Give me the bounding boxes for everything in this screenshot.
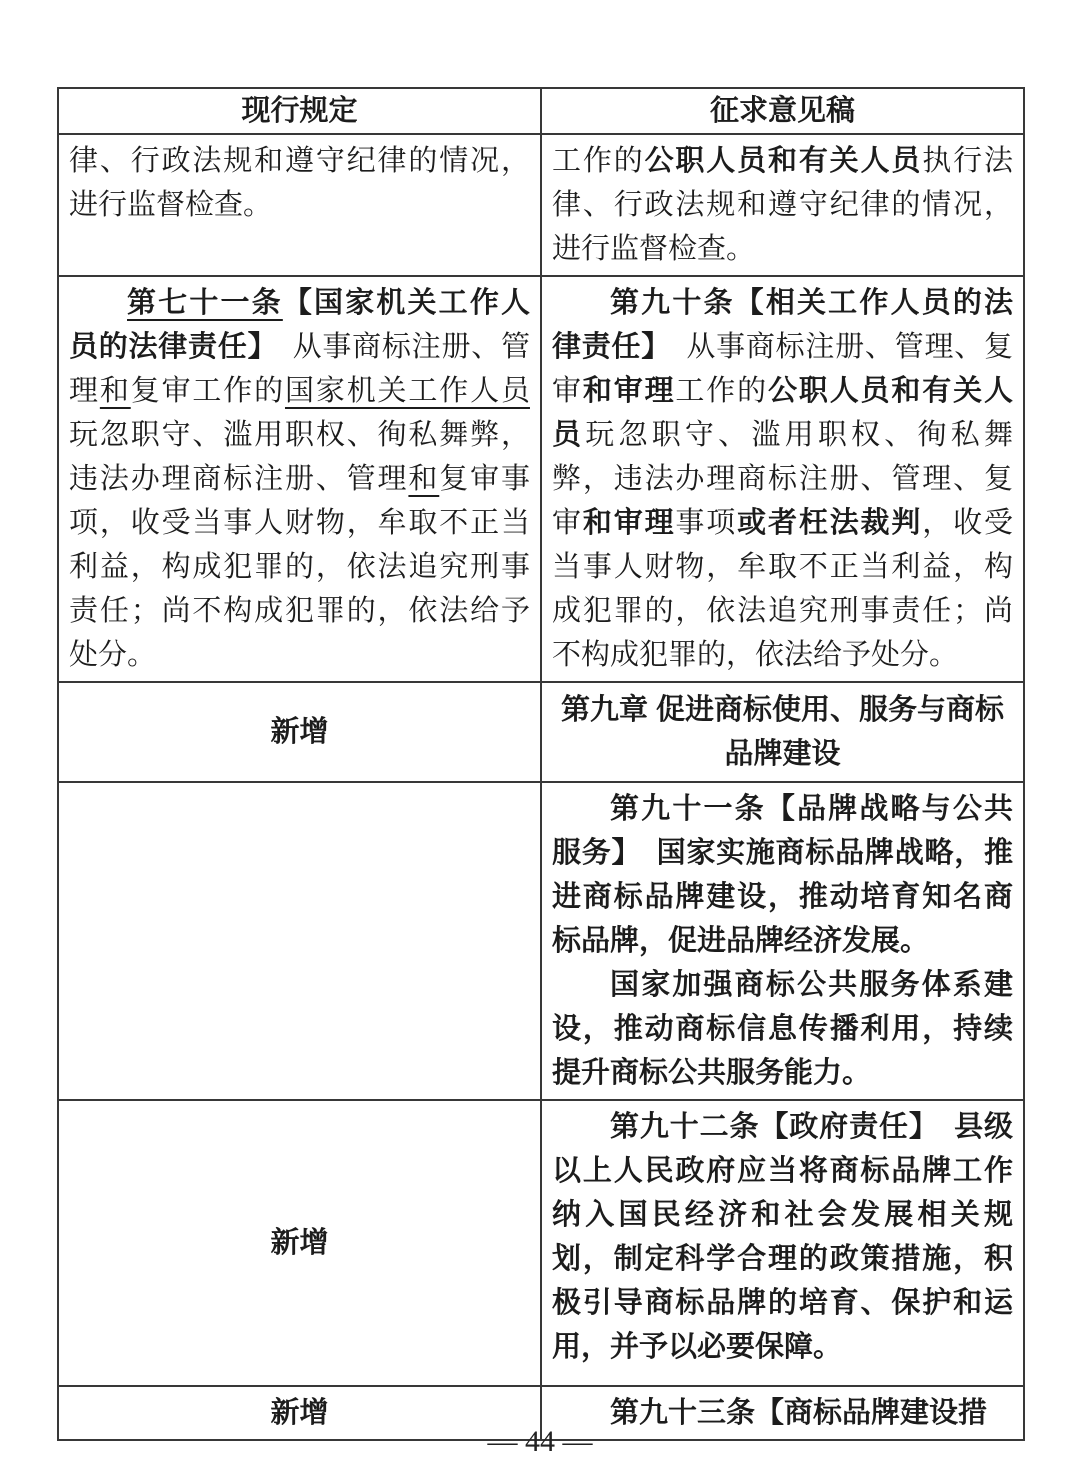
table-row-article-92: [58, 1100, 1024, 1386]
table-header-row: [58, 88, 1024, 134]
bold-inserted-text: 或者枉法裁判: [737, 507, 923, 539]
new-addition-label: 新增: [270, 1227, 329, 1259]
cell-empty-left: [58, 782, 541, 1100]
underlined-text: 和: [408, 463, 440, 495]
paragraph-bold: 国家加强商标公共服务体系建设，推动商标信息传播利用，持续提升商标公共服务能力。: [552, 969, 1013, 1089]
paragraph: [552, 139, 1013, 271]
cell-draft-article-91: [541, 782, 1024, 1100]
header-current-regulations: 现行规定: [58, 88, 541, 134]
paragraph-bold: 第九十一条【品牌战略与公共服务】 国家实施商标品牌战略，推进商标品牌建设，推动培育知名商标品牌，促进品牌经济发展。: [552, 793, 1013, 957]
cell-current-article-71: [58, 276, 541, 682]
text-run: 从事商标注册、管理: [69, 331, 530, 407]
paragraph-bold: 第九十二条【政府责任】 县级以上人民政府应当将商标品牌工作纳入国民经济和社会发展相关规划，制定科学合理的政策措施，积极引导商标品牌的培育、保护和运用，并予以必要保障。: [552, 1111, 1013, 1363]
text-run: 玩忽职守、滥用职权、徇私舞弊，违法办理商标注册、管理: [69, 419, 530, 495]
text-run: 从事商标注册、管理、复审: [552, 331, 1013, 407]
underlined-text: 国家机关工作人员: [284, 375, 530, 407]
paragraph: [69, 281, 530, 677]
table-row-article-91: [58, 782, 1024, 1100]
cell-draft-article-92: [541, 1100, 1024, 1386]
table-row-continuation: [58, 134, 1024, 276]
cell-draft-continuation-text: [541, 134, 1024, 276]
new-addition-label: 新增: [270, 716, 329, 748]
regulation-comparison-table: [57, 87, 1025, 1441]
article-heading-bold: 第九十条【相关工作人员的法律责任】: [552, 287, 1013, 363]
text-run: 玩忽职守、滥用职权、徇私舞弊，违法办理商标注册、管理、复审: [552, 419, 1013, 539]
text-run: 律、行政法规和遵守纪律的情况，进行监督检查。: [69, 145, 530, 221]
cell-chapter-9-heading: [541, 682, 1024, 782]
bold-inserted-text: 公职人员和有关人员: [644, 145, 923, 177]
bold-inserted-text: 和审理: [582, 507, 676, 539]
cell-new-addition-label: [58, 1100, 541, 1386]
text-run: 工作的: [675, 375, 768, 407]
text-run: 工作的: [552, 145, 645, 177]
text-run: 事项: [675, 507, 738, 539]
bold-inserted-text: 和审理: [582, 375, 676, 407]
article-title-bold: 【国家机关工作人员的法律责任】: [69, 287, 530, 363]
text-run: 执行法律、行政法规和遵守纪律的情况，进行监督检查。: [552, 145, 1013, 265]
text-run: 复审工作的: [130, 375, 285, 407]
chapter-heading: 第九章 促进商标使用、服务与商标品牌建设: [560, 694, 1005, 770]
table-row-chapter-9: [58, 682, 1024, 782]
bold-inserted-text: 公职人员和有关人员: [552, 375, 1013, 451]
page-number: — 44 —: [487, 1425, 593, 1458]
text-run: ，收受当事人财物，牟取不正当利益，构成犯罪的，依法追究刑事责任；尚不构成犯罪的，依法给予处分。: [552, 507, 1013, 671]
header-draft-for-comments: 征求意见稿: [541, 88, 1024, 134]
article-number-underlined: 第七十一条: [127, 287, 283, 319]
paragraph: [69, 139, 530, 227]
cell-current-continuation-text: [58, 134, 541, 276]
underlined-text: 和: [99, 375, 131, 407]
cell-new-addition-label: [58, 682, 541, 782]
paragraph: [552, 281, 1013, 677]
text-run: 复审事项，收受当事人财物，牟取不正当利益，构成犯罪的，依法追究刑事责任；尚不构成犯罪的，依法给予处分。: [69, 463, 530, 671]
cell-draft-article-90: [541, 276, 1024, 682]
table-row-article-71-vs-90: [58, 276, 1024, 682]
new-addition-label: 新增: [270, 1397, 329, 1429]
paragraph-bold: 第九十三条【商标品牌建设措: [610, 1397, 988, 1429]
